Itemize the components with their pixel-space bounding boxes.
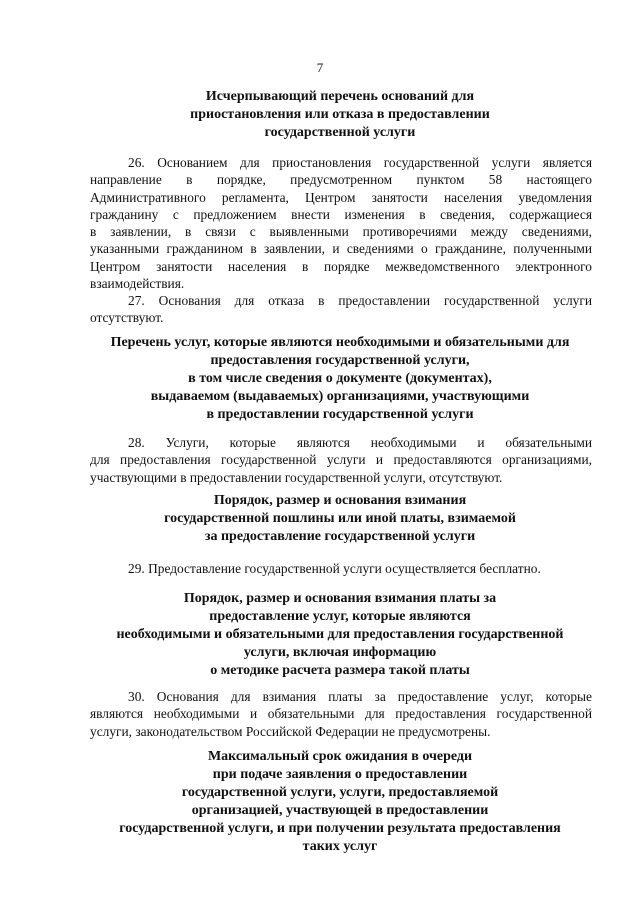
- heading-line: таких услуг: [302, 839, 378, 854]
- paragraph-line: указанными гражданином в заявлении, и сведениями о гражданине, полученными: [90, 241, 592, 257]
- paragraph-line: 30. Основания для взимания платы за предоставление услуг, которые: [128, 689, 592, 704]
- paragraph-30: [90, 688, 592, 740]
- heading-line: услуги, включая информацию: [243, 645, 437, 660]
- paragraph-line: услуги, законодательством Российской Федерации не предусмотрены.: [90, 723, 491, 739]
- paragraph-line: для предоставления государственной услуги и предоставляются организациями,: [90, 452, 592, 468]
- heading-line: в предоставлении государственной услуги: [206, 407, 474, 422]
- heading-line: приостановления или отказа в предоставлении: [190, 107, 490, 122]
- heading-line: за предоставление государственной услуги: [204, 529, 476, 544]
- heading-line: Порядок, размер и основания взимания: [213, 493, 467, 508]
- paragraph-27: [90, 292, 592, 327]
- heading-fee-for-required-services: [80, 590, 600, 680]
- paragraph-line: участвующими в предоставлении государственной услуги, отсутствуют.: [90, 469, 503, 485]
- page-number: 7: [316, 60, 324, 75]
- heading-required-services: [80, 334, 600, 424]
- paragraph-line: гражданину с предложением внести изменения в сведения, содержащиеся: [90, 206, 592, 222]
- heading-line: в том числе сведения о документе (документах),: [188, 371, 492, 386]
- paragraph-line: 29. Предоставление государственной услуги осуществляется бесплатно.: [128, 561, 541, 576]
- paragraph-line: 28. Услуги, которые являются необходимыми и обязательными: [128, 435, 592, 450]
- heading-grounds-for-suspension-or-refusal: [80, 88, 600, 142]
- heading-line: выдаваемом (выдаваемых) организациями, участвующими: [150, 389, 530, 404]
- paragraph-line: отсутствуют.: [90, 310, 164, 326]
- heading-state-fee: [80, 492, 600, 546]
- heading-line: государственной услуги: [264, 125, 416, 140]
- heading-line: Исчерпывающий перечень оснований для: [205, 89, 475, 104]
- paragraph-line: в заявлении, в связи с выявленными противоречиями между сведениями,: [90, 224, 592, 240]
- heading-line: при подаче заявления о предоставлении: [212, 767, 468, 782]
- heading-line: предоставление услуг, которые являются: [209, 609, 471, 624]
- heading-line: Порядок, размер и основания взимания платы за: [183, 591, 497, 606]
- paragraph-26: [90, 154, 592, 292]
- paragraph-29: [90, 560, 592, 577]
- heading-line: государственной услуги, и при получении результата предоставления: [119, 821, 561, 836]
- paragraph-line: направление в порядке, предусмотренном пунктом 58 настоящего: [90, 172, 592, 188]
- paragraph-line: 27. Основания для отказа в предоставлении государственной услуги: [128, 293, 592, 308]
- heading-line: предоставления государственной услуги,: [210, 353, 470, 368]
- paragraph-line: являются необходимыми и обязательными для предоставления государственной: [90, 706, 592, 722]
- heading-line: организацией, участвующей в предоставлении: [191, 803, 489, 818]
- paragraph-28: [90, 434, 592, 486]
- paragraph-line: 26. Основанием для приостановления государственной услуги является: [128, 155, 592, 170]
- heading-line: Максимальный срок ожидания в очереди: [207, 749, 473, 764]
- heading-line: государственной пошлины или иной платы, взимаемой: [164, 511, 516, 526]
- heading-line: необходимыми и обязательными для предоставления государственной: [116, 627, 564, 642]
- heading-line: Перечень услуг, которые являются необходимыми и обязательными для: [110, 335, 570, 350]
- paragraph-line: Административного регламента, Центром занятости населения уведомления: [90, 189, 592, 205]
- heading-line: о методике расчета размера такой платы: [210, 663, 470, 678]
- paragraph-line: Центром занятости населения в порядке межведомственного электронного: [90, 258, 592, 274]
- heading-queue-waiting-time: [80, 748, 600, 856]
- heading-line: государственной услуги, услуги, предоставляемой: [181, 785, 499, 800]
- paragraph-line: взаимодействия.: [90, 276, 185, 292]
